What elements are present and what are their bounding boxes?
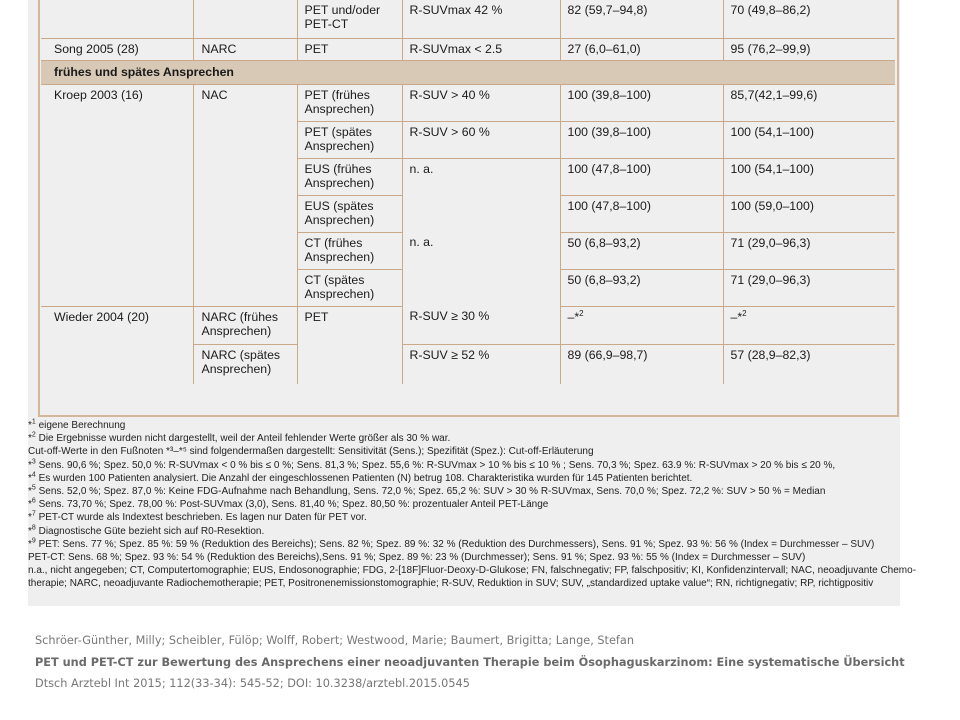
section-header-row <box>41 60 895 84</box>
therapy-cell: NARC <box>193 38 297 60</box>
footnote-line: *$^6$ Sens. 73,70 %; Spez. 78,00 %: Post-SUVmax (3,0), Sens. 81,40 %; Spez. 80,50 %: prozentualer Anteil PET-Länge <box>28 497 549 511</box>
criterion-cell: R-SUV > 40 % <box>402 84 560 121</box>
footnote-line: *$^5$ Sens. 52,0 %; Spez. 87,0 %: Keine FDG-Aufnahme nach Behandlung, Sens. 72,0 %; Spez. 65,2 %: SUV > 30 % R-SUVmax, Sens. 70,0 %; Spez. 72,2 %: SUV > 50 % = Median <box>28 484 826 497</box>
study-cell <box>41 0 193 38</box>
figure-panel <box>28 0 917 606</box>
sensitivity-cell: 100 (39,8–100) <box>560 84 723 121</box>
sensitivity-cell: 50 (6,8–93,2) <box>560 232 723 269</box>
sensitivity-cell: 50 (6,8–93,2) <box>560 269 723 306</box>
citation-title: PET und PET-CT zur Bewertung des Ansprechens einer neoadjuvanten Therapie beim Ösophaguskarzinom: Eine systematische Übersicht <box>35 656 905 669</box>
sensitivity-cell: 82 (59,7–94,8) <box>560 0 723 38</box>
criterion-cell: n. a. <box>402 158 560 232</box>
criterion-cell: R-SUV ≥ 52 % <box>402 344 560 384</box>
criterion-cell: R-SUV > 60 % <box>402 121 560 158</box>
table-row <box>41 38 895 60</box>
section-label: frühes und spätes Ansprechen <box>41 60 895 84</box>
study-cell: Kroep 2003 (16) <box>41 84 193 306</box>
test-cell: EUS (spätes Ansprechen) <box>297 195 402 232</box>
specificity-cell: 71 (29,0–96,3) <box>723 232 895 269</box>
footnote-line: *$^3$ Sens. 90,6 %; Spez. 50,0 %: R-SUVmax < 0 % bis ≤ 0 %; Sens. 81,3 %; Spez. 55,6 %: R-SUVmax > 10 % bis ≤ 10 % ; Sens. 70,3 %; Spez. 63.9 %: R-SUVmax > 20 % bis ≤ 20 %, <box>28 458 836 471</box>
criterion-cell: n. a. <box>402 232 560 306</box>
table-row <box>41 84 895 121</box>
citation-source: Dtsch Arztebl Int 2015; 112(33-34): 545-52; DOI: 10.3238/arztebl.2015.0545 <box>35 677 470 690</box>
sensitivity-cell: 100 (47,8–100) <box>560 158 723 195</box>
sensitivity-cell: 27 (6,0–61,0) <box>560 38 723 60</box>
test-cell: PET (frühes Ansprechen) <box>297 84 402 121</box>
specificity-cell: 100 (54,1–100) <box>723 121 895 158</box>
footnote-line: *$^2$ Die Ergebnisse wurden nicht dargestellt, weil der Anteil fehlender Werte größer als 30 % war. <box>28 431 451 445</box>
specificity-cell: 85,7(42,1–99,6) <box>723 84 895 121</box>
test-cell: PET (spätes Ansprechen) <box>297 121 402 158</box>
footnote-line: n.a., nicht angegeben; CT, Computertomographie; EUS, Endosonographie; FDG, 2-[18F]Fluor-Deoxy-D-Glukose; FN, falschnegativ; FP, falschpositiv; KI, Konfidenzintervall; NAC, neoadjuvante Chemo- <box>28 565 917 577</box>
specificity-cell <box>723 306 895 344</box>
test-cell: EUS (frühes Ansprechen) <box>297 158 402 195</box>
footnotes <box>28 418 917 590</box>
sensitivity-value: –* <box>567 309 580 324</box>
criterion-cell: R-SUVmax < 2.5 <box>402 38 560 60</box>
table-frame <box>38 0 899 417</box>
test-cell: PET <box>297 38 402 60</box>
specificity-cell: 100 (54,1–100) <box>723 158 895 195</box>
therapy-cell: NARC (spätes Ansprechen) <box>193 344 297 384</box>
table-row <box>41 306 895 344</box>
specificity-cell: 95 (76,2–99,9) <box>723 38 895 60</box>
sensitivity-cell: 100 (47,8–100) <box>560 195 723 232</box>
specificity-cell: 71 (29,0–96,3) <box>723 269 895 306</box>
therapy-cell: NAC <box>193 84 297 306</box>
footnote-line: *$^9$ PET: Sens. 77 %; Spez. 85 %: 59 % (Reduktion des Bereichs); Sens. 82 %; Spez. 89 %: 32 % (Reduktion des Durchmessers), Sens. 91 %; Spez. 93 %: 56 % (Index = Durchmesser – SUV) <box>28 537 875 550</box>
specificity-value: –* <box>730 309 743 324</box>
footnote-line: therapie; NARC, neoadjuvante Radiochemotherapie; PET, Positronenemissionstomographie; R-SUV, Reduktion in SUV; SUV, „standardized uptake value“; RN, richtignegativ; RP, richtigpositiv <box>28 578 874 590</box>
sensitivity-cell <box>560 306 723 344</box>
therapy-cell: NARC (frühes Ansprechen) <box>193 306 297 344</box>
sensitivity-cell: 89 (66,9–98,7) <box>560 344 723 384</box>
specificity-cell: 100 (59,0–100) <box>723 195 895 232</box>
study-cell: Wieder 2004 (20) <box>41 306 193 384</box>
footnote-line: *$^8$ Diagnostische Güte bezieht sich auf R0-Resektion. <box>28 524 265 537</box>
test-cell: CT (spätes Ansprechen) <box>297 269 402 306</box>
footnote-line: *$^1$ eigene Berechnung <box>28 418 126 431</box>
table-row <box>41 0 895 38</box>
footnote-ref: 2 <box>742 308 747 318</box>
criterion-cell: R-SUV ≥ 30 % <box>402 306 560 344</box>
specificity-cell: 57 (28,9–82,3) <box>730 347 811 362</box>
citation-authors: Schröer-Günther, Milly; Scheibler, Fülöp; Wolff, Robert; Westwood, Marie; Baumert, Brigitta; Lange, Stefan <box>35 634 634 647</box>
therapy-cell <box>193 0 297 38</box>
test-cell: CT (frühes Ansprechen) <box>297 232 402 269</box>
footnote-line: *$^4$ Es wurden 100 Patienten analysiert. Die Anzahl der eingeschlossenen Patienten (N) betrug 108. Charakteristika wurden für 145 Patienten berichtet. <box>28 471 693 484</box>
specificity-cell: 70 (49,8–86,2) <box>723 0 895 38</box>
results-table <box>41 0 895 384</box>
test-cell: PET <box>297 306 402 384</box>
footnote-line: *$^7$ PET-CT wurde als Indextest beschrieben. Es lagen nur Daten für PET vor. <box>28 510 367 524</box>
footnote-line: Cut-off-Werte in den Fußnoten *³–*⁵ sind folgendermaßen dargestellt: Sensitivität (Sens.); Spezifität (Spez.): Cut-off-Erläuterung <box>28 446 594 458</box>
criterion-cell: R-SUVmax 42 % <box>402 0 560 38</box>
footnote-ref: 2 <box>579 308 584 318</box>
study-cell: Song 2005 (28) <box>41 38 193 60</box>
sensitivity-cell: 100 (39,8–100) <box>560 121 723 158</box>
footnote-line: PET-CT: Sens. 68 %; Spez. 93 %: 54 % (Reduktion des Bereichs),Sens. 91 %; Spez. 89 %: 23 % (Durchmesser); Sens. 91 %; Spez. 93 %: 55 % (Index = Durchmesser – SUV) <box>28 551 806 563</box>
test-cell: PET und/oder PET-CT <box>297 0 402 38</box>
